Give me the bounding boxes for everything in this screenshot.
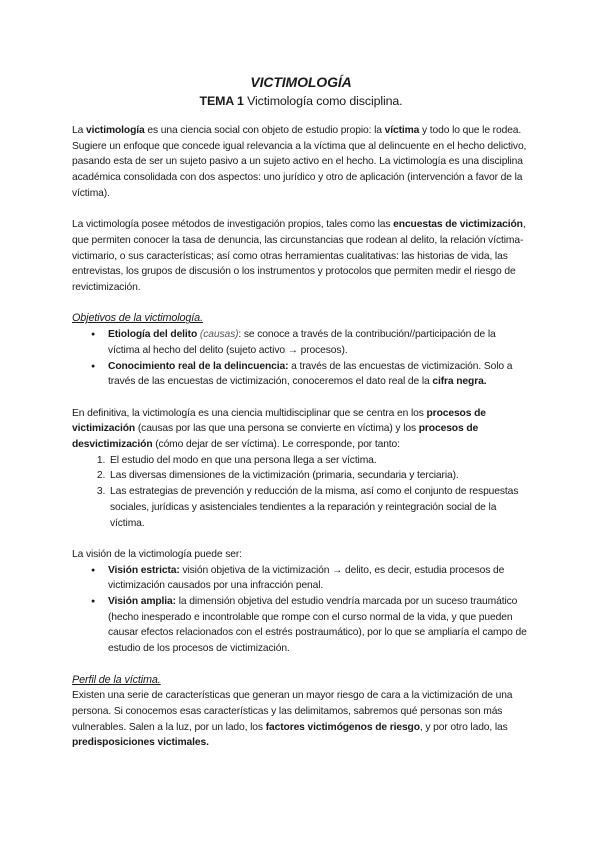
bold-text: factores victimógenos de riesgo [265, 721, 420, 733]
bold-text: procesos de desvictimización [72, 423, 479, 451]
document-page [72, 72, 530, 767]
topic-number: TEMA 1 [199, 94, 244, 108]
paragraph-methods [72, 217, 530, 296]
italic-text: (causas) [199, 329, 239, 341]
list-item: 3. Las estrategias de prevención y reducción de la misma, así como el conjunto de respuestas sociales, jurídicas y asistenciales tendientes a la reparación y reintegración social de la víctima. [108, 484, 530, 531]
bold-text: cifra negra. [432, 376, 487, 388]
corresponde-list [72, 453, 530, 532]
text: (causas por las que una persona se convierte en víctima) y los [135, 423, 419, 435]
text: (cómo dejar de ser víctima). Le corresponde, por tanto: [152, 439, 400, 451]
list-item: 2. Las diversas dimensiones de la victimización (primaria, secundaria y terciaria). [108, 468, 530, 484]
bold-text: víctima [384, 125, 420, 136]
bold-text: Conocimiento real de la delincuencia: [108, 360, 289, 372]
list-item [108, 563, 530, 594]
list-item: 1. El estudio del modo en que una persona llega a ser víctima. [108, 453, 530, 469]
text: La [72, 125, 86, 136]
bold-text: Visión amplia: [108, 596, 176, 608]
vision-list [72, 563, 530, 657]
text: La victimología posee métodos de investigación propios, tales como las [72, 219, 394, 231]
paragraph-perfil [72, 688, 530, 751]
text: es una ciencia social con objeto de estudio propio: la [144, 125, 385, 136]
list-item [108, 359, 530, 390]
list-item [108, 594, 530, 657]
topic-name: Victimología como disciplina. [243, 94, 403, 108]
text: En definitiva, la victimología es una ciencia multidisciplinar que se centra en los [72, 407, 427, 419]
bold-text: procesos de victimización [72, 407, 486, 435]
paragraph-conclusion [72, 406, 530, 453]
document-title: VICTIMOLOGÍA [250, 74, 352, 90]
objetivos-list [72, 327, 530, 390]
text: , y por otro lado, las [419, 721, 508, 733]
bold-text: encuestas de victimización [393, 219, 523, 231]
text: y todo lo que le rodea. Sugiere un enfoque que concede igual relevancia a la víctima que al delincuente en el hecho delictivo, pasando esta de ser un sujeto pasivo a un sujeto activo en el hecho. La victimología es una disciplina académica consolidada con dos aspectos: uno jurídico y otro de aplicación (intervención a favor de la víctima). [72, 125, 527, 199]
bold-text: victimología [85, 125, 145, 136]
list-item [108, 327, 530, 358]
text: Existen una serie de características que generan un mayor riesgo de cara a la victimización de una persona. Si conocemos esas características y las delimitamos, sabremos qué personas son más vulnerables. Salen a la luz, por un lado, los [72, 690, 513, 733]
text: a través de las encuestas de victimización. Solo a través de las encuestas de victimización, conoceremos el dato real de la [108, 360, 513, 388]
text: la dimensión objetiva del estudio vendría marcada por un suceso traumático (hecho inesperado e incontrolable que rompe con el curso normal de la vida, y que pueden causar efectos relacionados con el estrés postraumático), por lo que se ampliaría el campo de estudio de los procesos de victimización. [108, 596, 527, 655]
section-heading-perfil: Perfil de la víctima. [72, 673, 161, 686]
paragraph-vision: La visión de la victimología puede ser: [72, 548, 242, 560]
topic-subtitle [72, 92, 530, 110]
section-heading-objetivos: Objetivos de la victimología. [72, 312, 203, 325]
text: , que permiten conocer la tasa de denuncia, las circunstancias que rodean al delito, la relación víctima-victimario, o sus características; así como otras herramientas cualitativas: las historias de vida, las entrevistas, los grupos de discusión o los instrumentos y protocolos que permiten medir el riesgo de revictimización. [72, 219, 526, 294]
bold-text: Etiología del delito [108, 329, 198, 341]
text: : se conoce a través de la contribución//participación de la víctima al hecho del delito (sujeto activo → procesos). [108, 329, 496, 356]
bold-text: predisposiciones victimales. [72, 737, 209, 749]
paragraph-definition [72, 123, 530, 202]
bold-text: Visión estricta: [108, 564, 180, 576]
text: visión objetiva de la victimización → delito, es decir, estudia procesos de victimización causados por una infracción penal. [108, 564, 505, 592]
